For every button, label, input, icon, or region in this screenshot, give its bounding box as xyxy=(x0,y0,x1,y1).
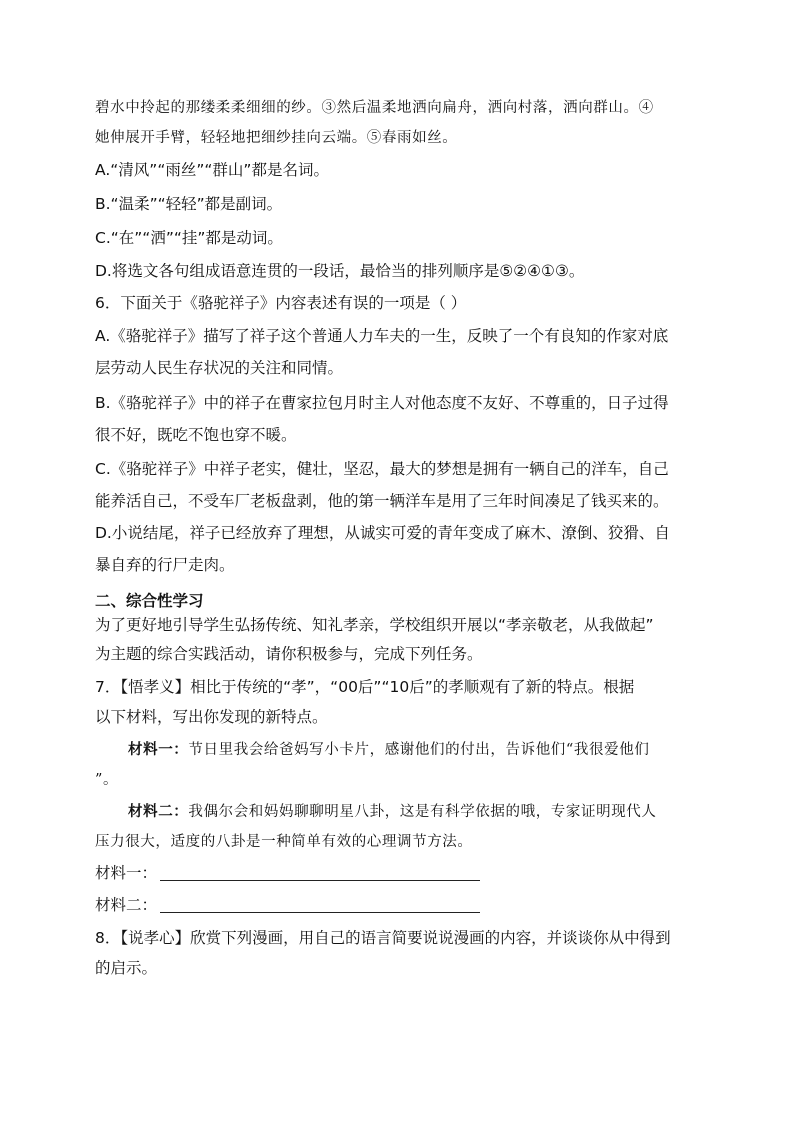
q7-material-2-line-1 xyxy=(128,801,657,823)
passage-line-1: 碧水中拎起的那缕柔柔细细的纱。③然后温柔地洒向扁舟，洒向村落，洒向群山。④ xyxy=(95,100,654,116)
q5-option-b: B.“温柔”“轻轻”都是副词。 xyxy=(95,195,283,213)
q7-material-1-text-1: 节日里我会给爸妈写小卡片，感谢他们的付出，告诉他们“我很爱他们 xyxy=(188,742,650,758)
q6-option-b-line-2: 很不好，既吃不饱也穿不暖。 xyxy=(95,426,297,444)
q6-option-d-line-2: 暴自弃的行尸走肉。 xyxy=(95,556,235,574)
q7-material-2-label: 材料二： xyxy=(128,803,189,820)
q7-stem-line-2: 以下材料，写出你发现的新特点。 xyxy=(95,708,328,726)
q7-stem-line-1: 7．【悟孝义】相比于传统的“孝”，“00后”“10后”的孝顺观有了新的特点。根据 xyxy=(95,678,635,696)
q6-option-d-line-1: D.小说结尾，祥子已经放弃了理想，从诚实可爱的青年变成了麻木、潦倒、狡猾、自 xyxy=(95,524,670,542)
q5-option-d: D.将选文各句组成语意连贯的一段话，最恰当的排列顺序是⑤②④①③。 xyxy=(95,262,585,280)
q7-answer-1-blank[interactable] xyxy=(160,880,480,881)
q8-stem-line-2: 的启示。 xyxy=(95,959,158,977)
q6-option-b-line-1: B.《骆驼祥子》中的祥子在曹家拉包月时主人对他态度不友好、不尊重的，日子过得 xyxy=(95,394,669,412)
q7-material-1-line-2: ”。 xyxy=(95,772,119,788)
q7-answer-2-blank[interactable] xyxy=(160,912,480,913)
q5-option-c: C.“在”“洒”“挂”都是动词。 xyxy=(95,229,283,247)
q7-material-2-text-1: 我偶尔会和妈妈聊聊明星八卦，这是有科学依据的哦，专家证明现代人 xyxy=(188,804,657,820)
q6-option-c-line-1: C.《骆驼祥子》中祥子老实，健壮，坚忍，最大的梦想是拥有一辆自己的洋车，自己 xyxy=(95,460,669,478)
q8-stem-line-1: 8．【说孝心】欣赏下列漫画，用自己的语言简要说说漫画的内容，并谈谈你从中得到 xyxy=(95,929,671,947)
q7-material-1-label: 材料一： xyxy=(128,741,189,758)
passage-line-2: 她伸展开手臂，轻轻地把细纱挂向云端。⑤春雨如丝。 xyxy=(95,130,458,146)
q6-option-a-line-2: 层劳动人民生存状况的关注和同情。 xyxy=(95,359,344,377)
q7-material-1-line-1 xyxy=(128,739,649,761)
section-2-intro-line-1: 为了更好地引导学生弘扬传统、知礼孝亲，学校组织开展以“孝亲敬老，从我做起” xyxy=(95,616,654,634)
section-2-intro-line-2: 为主题的综合实践活动，请你积极参与，完成下列任务。 xyxy=(95,645,483,663)
q7-answer-1-label: 材料一： xyxy=(95,864,158,882)
q7-material-2-line-2: 压力很大，适度的八卦是一种简单有效的心理调节方法。 xyxy=(95,834,473,850)
q5-option-a: A.“清风”“雨丝”“群山”都是名词。 xyxy=(95,161,329,179)
q6-option-a-line-1: A.《骆驼祥子》描写了祥子这个普通人力车夫的一生，反映了一个有良知的作家对底 xyxy=(95,327,669,345)
section-2-title: 二、综合性学习 xyxy=(95,592,204,610)
q6-option-c-line-2: 能养活自己，不受车厂老板盘剥，他的第一辆洋车是用了三年时间凑足了钱买来的。 xyxy=(95,492,669,510)
q7-answer-2-label: 材料二： xyxy=(95,896,158,914)
q6-stem: 6．下面关于《骆驼祥子》内容表述有误的一项是（ ） xyxy=(95,294,467,312)
